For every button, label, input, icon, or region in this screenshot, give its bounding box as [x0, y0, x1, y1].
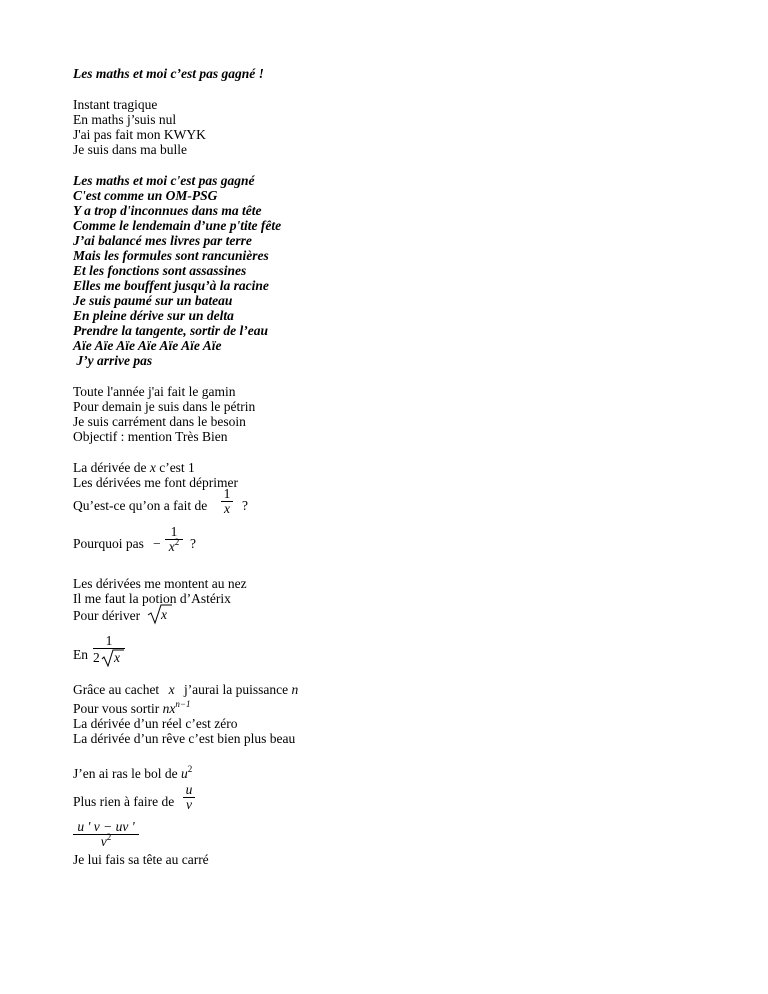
chorus-line-10: En pleine dérive sur un delta — [73, 308, 234, 323]
verse4-nez: Les dérivées me montent au nez — [73, 576, 247, 591]
exponent: 2 — [174, 537, 180, 547]
en-text: En — [73, 647, 88, 662]
grace-line — [73, 682, 298, 697]
math-v: v — [100, 834, 107, 849]
chorus-line-3: Y a trop d'inconnues dans ma tête — [73, 203, 262, 218]
math-n: n — [162, 701, 170, 716]
fraction-numerator: 1 — [105, 633, 113, 648]
verse1-line-2: En maths j’suis nul — [73, 112, 177, 127]
sqrt-symbol-icon — [147, 603, 173, 625]
verse2-line-2: Pour demain je suis dans le pétrin — [73, 399, 256, 414]
question-mark-2: ? — [190, 536, 196, 551]
math-x: x — [161, 607, 167, 622]
chorus-line-11: Prendre la tangente, sortir de l’eau — [73, 323, 268, 338]
verse1-line-1: Instant tragique — [73, 97, 158, 112]
quest-line-text: Qu’est-ce qu’on a fait de — [73, 498, 208, 513]
derivee-line — [73, 460, 195, 475]
fraction-one-over-x — [221, 487, 233, 516]
verse2-line-4: Objectif : mention Très Bien — [73, 429, 228, 444]
derivee-prefix: La dérivée de — [73, 460, 147, 475]
math-x: x — [169, 701, 176, 716]
grace-mid: j’aurai la puissance — [183, 682, 289, 697]
ras-text: J’en ai ras le bol de — [73, 766, 178, 781]
verse2-line-1: Toute l'année j'ai fait le gamin — [73, 384, 236, 399]
reel-line: La dérivée d’un réel c’est zéro — [73, 716, 238, 731]
pourquoi-text: Pourquoi pas — [73, 536, 144, 551]
fraction-denominator: x — [224, 501, 230, 516]
deprimer-line: Les dérivées me font déprimer — [73, 475, 238, 490]
exponent: 2 — [106, 832, 112, 842]
fraction-numerator: 1 — [223, 486, 231, 501]
fraction-denominator — [165, 537, 183, 555]
sortir-text: Pour vous sortir — [73, 701, 160, 716]
chorus-line-7: Et les fonctions sont assassines — [73, 263, 247, 278]
math-n: n — [291, 682, 299, 697]
derivee-suffix: c’est 1 — [159, 460, 195, 475]
math-x: x — [114, 650, 120, 665]
fraction-denominator — [73, 832, 139, 850]
fraction-one-over-2sqrtx — [93, 634, 125, 667]
fraction-minus-one-over-x2 — [165, 525, 183, 555]
chorus-line-13: J’y arrive pas — [73, 353, 153, 368]
math-x: x — [149, 460, 156, 475]
fraction-numerator: u ' v − uv ' — [77, 819, 135, 834]
deriver-text: Pour dériver — [73, 608, 141, 623]
grace-prefix: Grâce au cachet — [73, 682, 160, 697]
sqrt-x — [147, 603, 173, 629]
chorus-line-12: Aïe Aïe Aïe Aïe Aïe Aïe Aïe — [73, 338, 222, 353]
song-title: Les maths et moi c’est pas gagné ! — [73, 66, 264, 81]
fraction-denominator — [93, 649, 125, 667]
chorus-line-2: C'est comme un OM-PSG — [73, 188, 218, 203]
chorus-line-8: Elles me bouffent jusqu’à la racine — [73, 278, 269, 293]
chorus-line-9: Je suis paumé sur un bateau — [73, 293, 233, 308]
chorus-line-5: J’ai balancé mes livres par terre — [73, 233, 252, 248]
fraction-numerator: 1 — [170, 524, 178, 539]
exponent: n−1 — [175, 699, 191, 709]
fraction-u-over-v — [183, 783, 195, 812]
chorus-line-6: Mais les formules sont rancunières — [73, 248, 269, 263]
verse1-line-4: Je suis dans ma bulle — [73, 142, 187, 157]
fraction-numerator: u — [185, 782, 193, 797]
verse4-asterix: Il me faut la potion d’Astérix — [73, 591, 231, 606]
chorus-line-4: Comme le lendemain d’une p'tite fête — [73, 218, 282, 233]
math-x: x — [168, 682, 175, 697]
math-x: x — [168, 539, 175, 554]
question-mark-1: ? — [242, 498, 248, 513]
verse1-line-3: J'ai pas fait mon KWYK — [73, 127, 206, 142]
ras-line — [73, 766, 192, 783]
digit-two: 2 — [93, 650, 100, 665]
exponent: 2 — [187, 764, 193, 774]
math-u: u — [180, 766, 188, 781]
fraction-denominator: v — [186, 797, 192, 812]
sqrt-symbol-icon — [101, 649, 125, 667]
carre-line: Je lui fais sa tête au carré — [73, 852, 209, 867]
fraction-quotient-rule — [73, 820, 139, 850]
verse2-line-3: Je suis carrément dans le besoin — [73, 414, 246, 429]
reve-line: La dérivée d’un rêve c’est bien plus beau — [73, 731, 296, 746]
chorus-line-1: Les maths et moi c'est pas gagné — [73, 173, 255, 188]
plus-rien-text: Plus rien à faire de — [73, 794, 175, 809]
minus-sign: − — [153, 536, 161, 551]
